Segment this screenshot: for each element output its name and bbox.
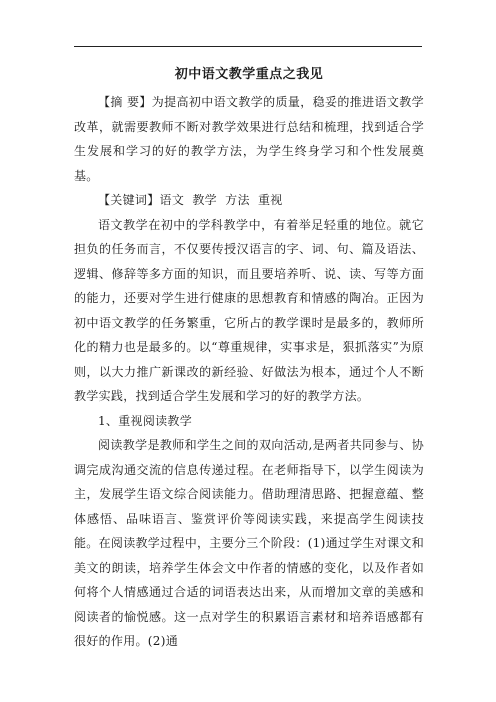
- document-page: [74, 62, 424, 654]
- keywords-paragraph: [74, 188, 424, 213]
- abstract-paragraph: [74, 90, 424, 188]
- keywords-tag: 【关键词】: [98, 193, 160, 207]
- intro-paragraph: 语文教学在初中的学科教学中，有着举足轻重的地位。就它担负的任务而言，不仅要传授汉语言的字、词、句、篇及语法、逻辑、修辞等多方面的知识，而且要培养听、说、读、写等方面的能力，还要对学生进行健康的思想教育和情感的陶冶。正因为初中语文教学的任务繁重，它所占的教学课时是最多的，教师所化的精力也是最多的。以“尊重规律，实事求是，狠抓落实”为原则，以大力推广新课改的新经验、好做法为根本，通过个人不断教学实践，找到适合学生发展和学习的好的教学方法。: [74, 217, 424, 403]
- document-title: 初中语文教学重点之我见: [174, 67, 324, 82]
- header-rule: [74, 46, 422, 47]
- reading-paragraph: 阅读教学是教师和学生之间的双向活动,是两者共同参与、协调完成沟通交流的信息传递过程。在老师指导下，以学生阅读为主，发展学生语文综合阅读能力。借助理清思路、把握意蕴、整体感悟、品味语言、鉴赏评价等阅读实践，来提高学生阅读技能。在阅读教学过程中，主要分三个阶段：(1)通过学生对课文和美文的朗读，培养学生体会文中作者的情感的变化，以及作者如何将个人情感通过合适的词语表达出来，从而增加文章的美感和阅读者的愉悦感。这一点对学生的积累语言素材和培养语感都有很好的作用。(2)通: [74, 438, 425, 648]
- abstract-tag: 【摘 要】: [98, 95, 152, 109]
- section-heading: 1、重视阅读教学: [98, 413, 193, 428]
- keywords-text: 语文 教学 方法 重视: [159, 193, 283, 207]
- abstract-text: 为提高初中语文教学的质量，稳妥的推进语文教学改革，就需要教师不断对教学效果进行总结和梳理，找到适合学生发展和学习的好的教学方法，为学生终身学习和个性发展奠基。: [74, 95, 424, 183]
